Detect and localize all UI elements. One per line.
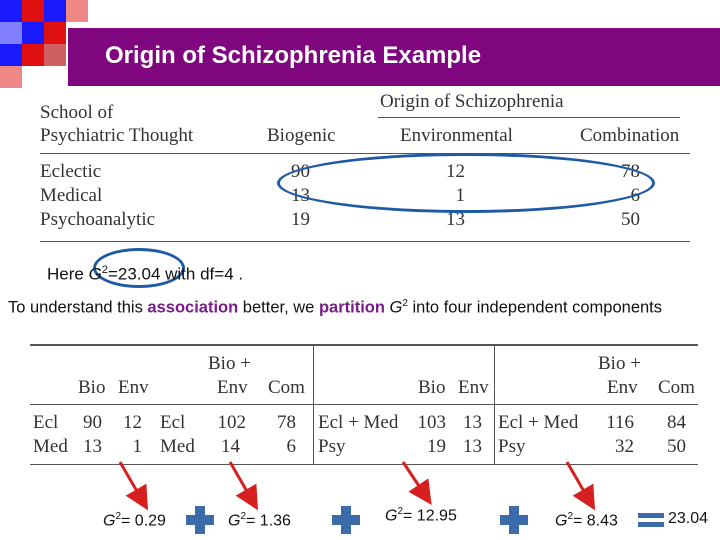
cell: 78 xyxy=(621,161,640,182)
arrow-3 xyxy=(403,462,425,495)
col-header: Env xyxy=(118,377,149,398)
component-1: $G^2= 0.29$ xyxy=(103,511,166,530)
row-header-line2: Psychiatric Thought xyxy=(40,125,194,146)
col-header: Com xyxy=(268,377,305,398)
row-header-line1: School of xyxy=(40,102,114,123)
row-label: Ecl xyxy=(33,412,59,433)
col-biogenic: Biogenic xyxy=(267,125,336,146)
cell: 13 xyxy=(463,412,482,433)
col-combination: Combination xyxy=(580,125,680,146)
cell: 13 xyxy=(291,185,310,206)
col-header: Bio xyxy=(418,377,446,398)
cell: 116 xyxy=(606,412,634,433)
col-header: Env xyxy=(217,377,248,398)
cell: 12 xyxy=(446,161,465,182)
component-4: $G^2= 8.43$ xyxy=(555,511,618,530)
cell: 32 xyxy=(615,436,634,457)
cell: 14 xyxy=(221,436,240,457)
arrow-2 xyxy=(230,462,252,500)
explanation-text: To understand this association better, we partition $G^2$ into four independent components xyxy=(8,298,663,317)
slide-title: Origin of Schizophrenia Example xyxy=(105,42,482,69)
cell: 1 xyxy=(455,185,465,206)
cell: 78 xyxy=(277,412,296,433)
col-header: Bio + xyxy=(208,353,251,374)
col-environmental: Environmental xyxy=(400,125,513,146)
cell: 1 xyxy=(132,436,142,457)
equals-icon xyxy=(638,513,664,527)
row-label: Ecl + Med xyxy=(318,412,399,433)
cell: 50 xyxy=(621,209,640,230)
cell: 84 xyxy=(667,412,686,433)
stat-line: Here $G^2=23.04$ with df=4 . xyxy=(47,264,244,284)
col-header: Bio + xyxy=(598,353,641,374)
cell: 13 xyxy=(446,209,465,230)
cell: 12 xyxy=(123,412,142,433)
cell: 13 xyxy=(463,436,482,457)
cell: 102 xyxy=(217,412,246,433)
row-label: Eclectic xyxy=(40,161,102,182)
col-header: Com xyxy=(658,377,695,398)
component-2: $G^2= 1.36$ xyxy=(228,511,291,530)
column-group-header: Origin of Schizophrenia xyxy=(380,91,564,112)
row-label: Ecl xyxy=(160,412,186,433)
col-header: Env xyxy=(607,377,638,398)
arrow-1 xyxy=(120,462,142,500)
cell: 90 xyxy=(291,161,310,182)
col-header: Env xyxy=(458,377,489,398)
row-label: Psy xyxy=(498,436,526,457)
cell: 50 xyxy=(667,436,686,457)
total-value: 23.04 xyxy=(668,510,709,527)
cell: 90 xyxy=(83,412,102,433)
cell: 19 xyxy=(291,209,310,230)
row-label: Psy xyxy=(318,436,346,457)
arrow-4 xyxy=(567,462,589,500)
cell: 103 xyxy=(417,412,446,433)
cell: 19 xyxy=(427,436,446,457)
cell: 13 xyxy=(83,436,102,457)
cell: 6 xyxy=(286,436,296,457)
component-3: $G^2= 12.95$ xyxy=(385,506,457,525)
row-label: Med xyxy=(160,436,195,457)
row-label: Ecl + Med xyxy=(498,412,579,433)
col-header: Bio xyxy=(78,377,106,398)
cell: 6 xyxy=(630,185,640,206)
row-label: Medical xyxy=(40,185,103,206)
row-label: Med xyxy=(33,436,68,457)
row-label: Psychoanalytic xyxy=(40,209,156,230)
